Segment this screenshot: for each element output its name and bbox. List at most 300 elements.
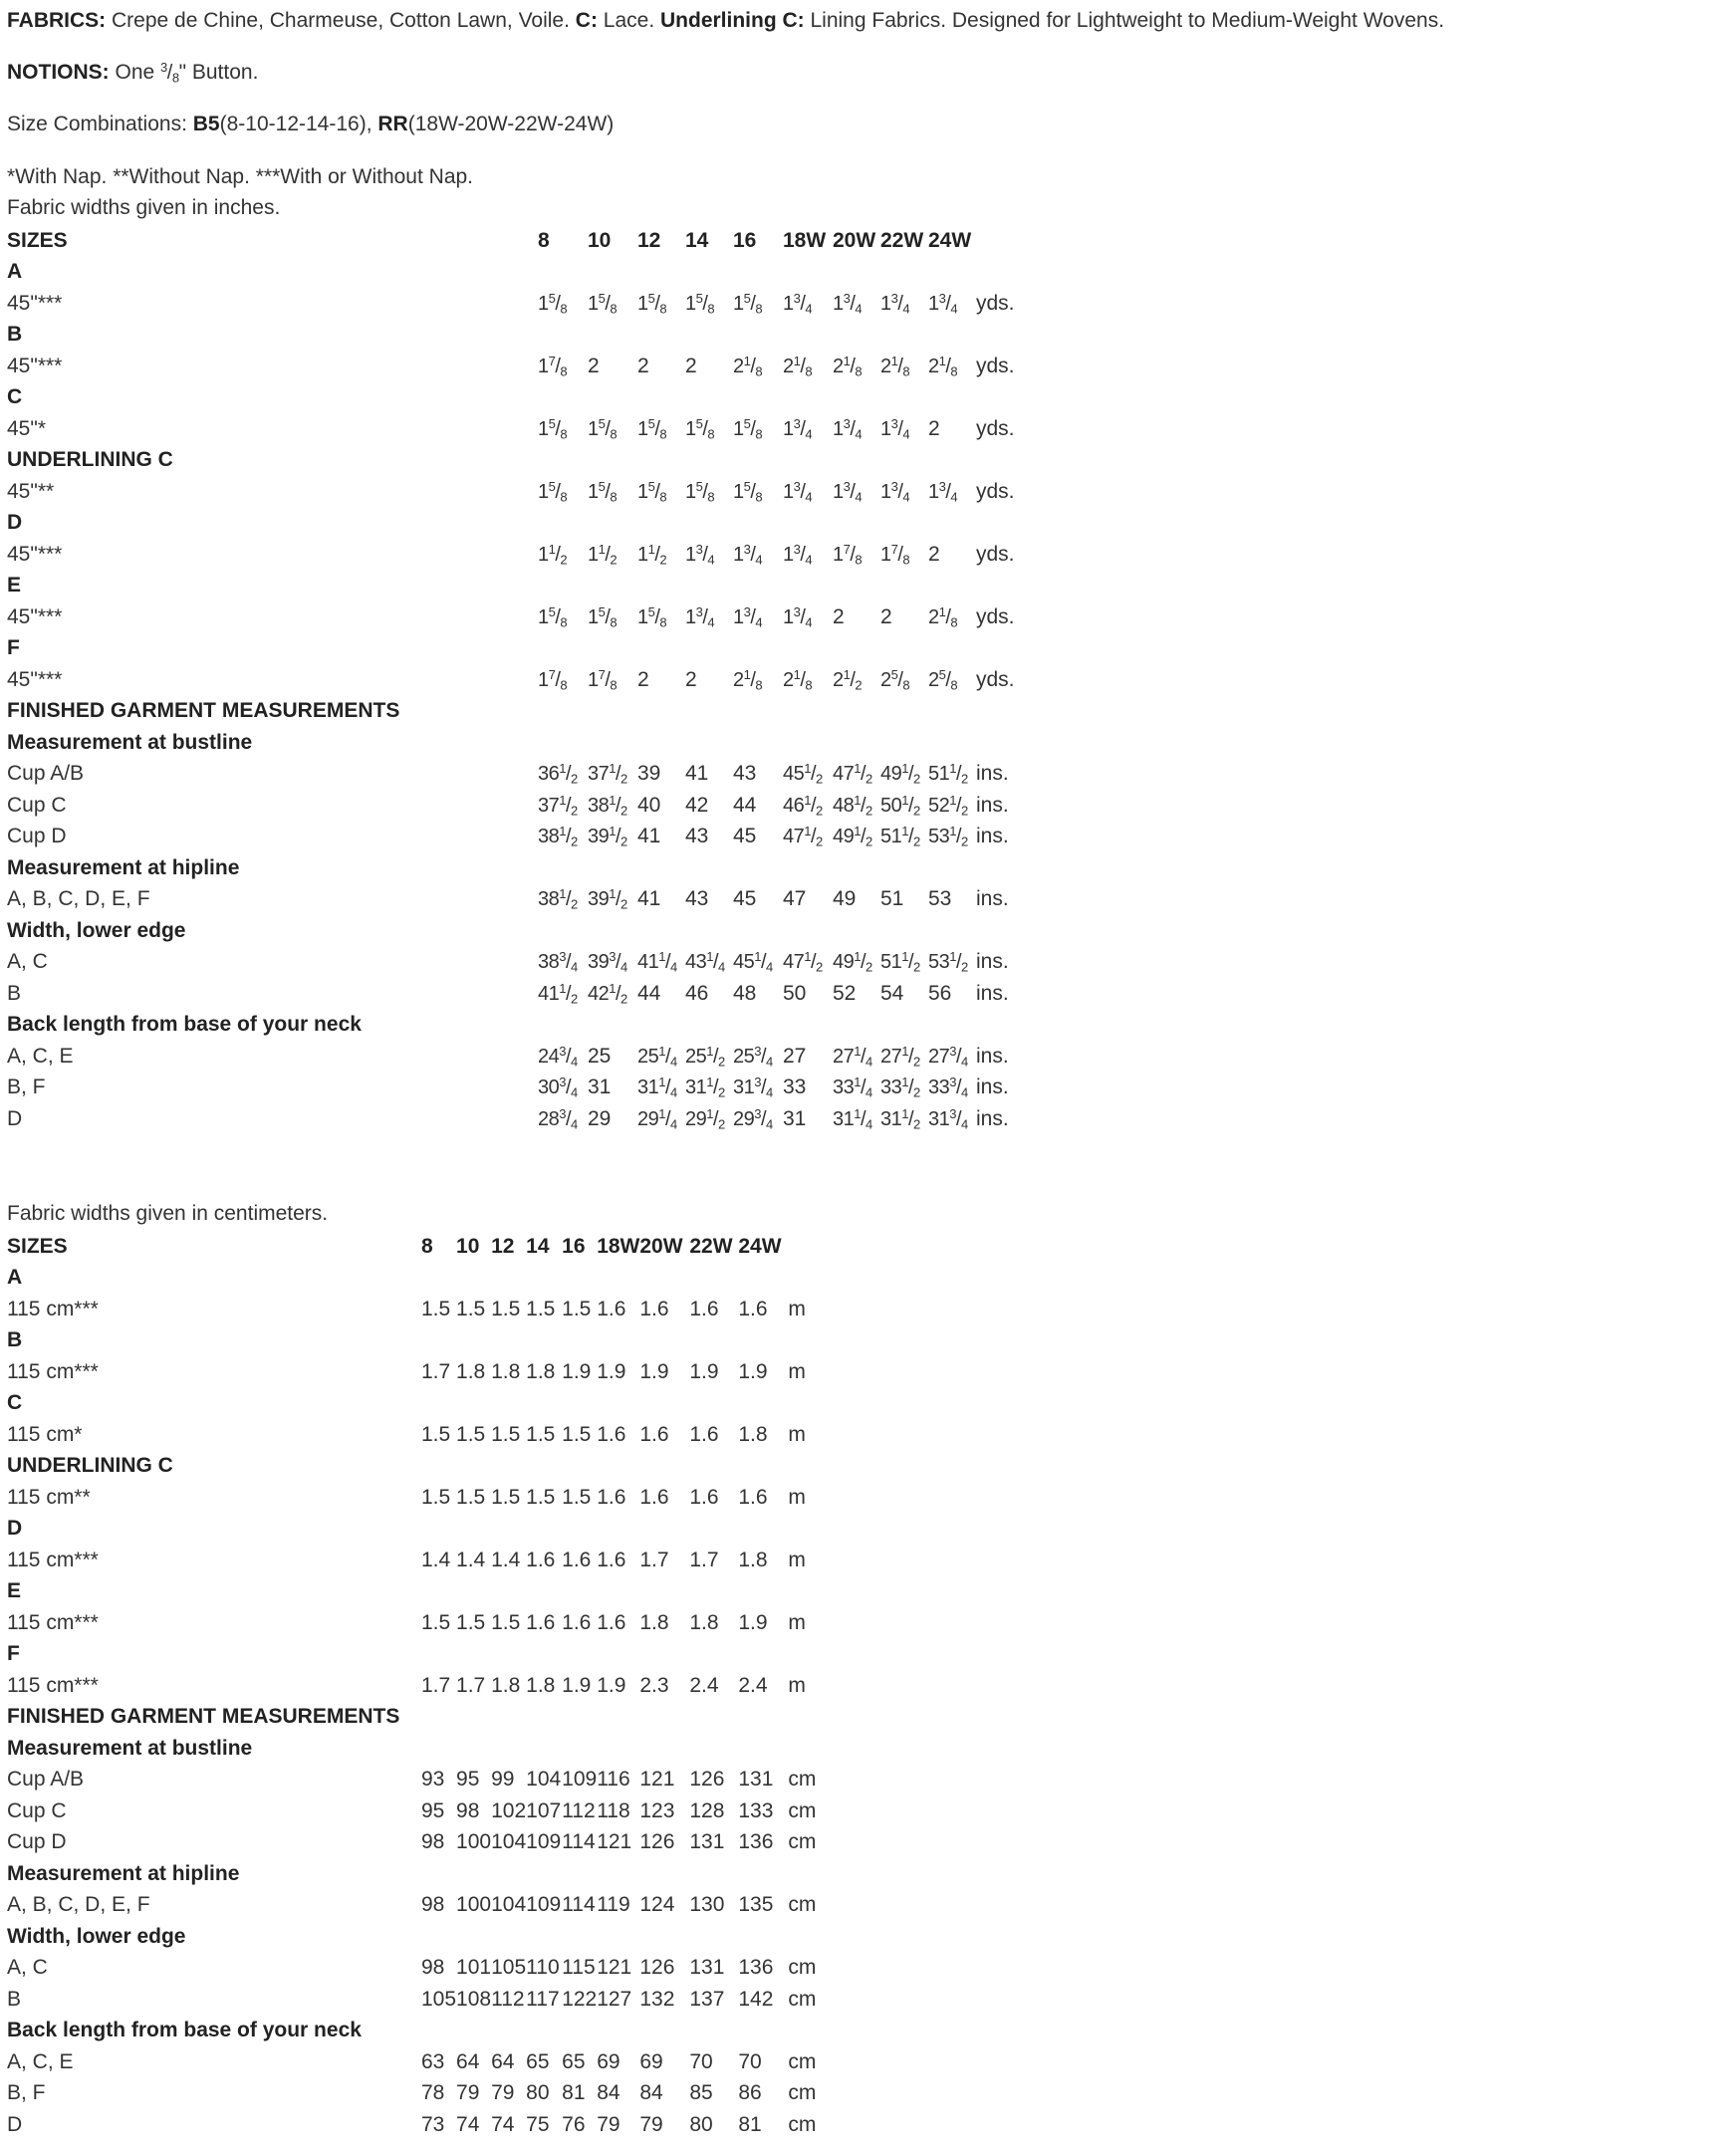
fraction-value: $1^3/_4$ bbox=[783, 290, 813, 316]
size-value-cell: 50 bbox=[783, 981, 807, 1005]
table-row bbox=[7, 1482, 828, 1514]
unit-cell: ins. bbox=[976, 981, 1009, 1005]
size-value-cell: 70 bbox=[689, 2049, 713, 2073]
fraction-value: $27^3/_4$ bbox=[928, 1043, 968, 1069]
size-value-cell bbox=[421, 1639, 456, 1671]
table-heading-row bbox=[7, 1514, 828, 1546]
size-value-cell bbox=[456, 1263, 491, 1295]
size-value-cell bbox=[597, 1451, 639, 1483]
fraction-value: $33^1/_2$ bbox=[880, 1075, 920, 1100]
size-value-cell bbox=[928, 633, 976, 665]
size-value-cell bbox=[526, 2016, 562, 2047]
size-value-cell bbox=[928, 351, 976, 382]
size-value-cell bbox=[783, 1010, 833, 1042]
size-value-cell: 43 bbox=[733, 762, 757, 786]
size-value-cell bbox=[783, 633, 833, 665]
fraction-value: $49^1/_2$ bbox=[833, 824, 872, 849]
size-value-cell bbox=[928, 727, 976, 759]
size-value-cell bbox=[421, 2016, 456, 2047]
size-value-cell: 1.6 bbox=[597, 1485, 626, 1509]
size-value-cell bbox=[689, 1858, 738, 1890]
size-value-cell bbox=[733, 320, 783, 352]
size-value-cell bbox=[588, 539, 637, 571]
size-value-cell: 105 bbox=[491, 1956, 527, 1980]
table-row bbox=[7, 790, 1026, 822]
fabrics-label: FABRICS: bbox=[7, 9, 107, 32]
fraction-value: $49^1/_2$ bbox=[880, 761, 920, 787]
fraction-value: $43^1/_4$ bbox=[685, 949, 725, 975]
size-value-cell bbox=[783, 759, 833, 791]
size-value-cell bbox=[928, 320, 976, 352]
size-value-cell: 29 bbox=[588, 1106, 612, 1130]
table-row bbox=[7, 1545, 828, 1576]
fraction-value: $47^1/_2$ bbox=[783, 949, 823, 975]
row-label: Cup A/B bbox=[7, 1768, 85, 1792]
size-value-cell bbox=[538, 508, 588, 540]
row-label: 115 cm* bbox=[7, 1422, 83, 1446]
size-value-cell bbox=[783, 947, 833, 979]
size-value-cell: 74 bbox=[491, 2112, 515, 2136]
size-value-cell bbox=[783, 790, 833, 822]
size-value-cell: 1.5 bbox=[526, 1297, 556, 1320]
size-value-cell: 41 bbox=[637, 887, 661, 911]
table-heading-row bbox=[7, 508, 1026, 540]
table-heading-row bbox=[7, 1639, 828, 1671]
size-value-cell: 1.6 bbox=[738, 1485, 768, 1509]
table-row bbox=[7, 1103, 1026, 1135]
size-value-cell bbox=[833, 633, 880, 665]
size-value-cell: 49 bbox=[833, 887, 857, 911]
size-value-cell bbox=[880, 1041, 928, 1073]
size-value-cell: 1.9 bbox=[597, 1673, 626, 1697]
unit-cell: yds. bbox=[976, 542, 1015, 566]
table-row bbox=[7, 351, 1026, 382]
size-value-cell: 100 bbox=[456, 1893, 492, 1917]
size-value-cell: 131 bbox=[738, 1768, 774, 1792]
unit-cell bbox=[976, 727, 1026, 759]
size-value-cell: 1.6 bbox=[597, 1297, 626, 1320]
size-value-cell bbox=[738, 1325, 788, 1357]
fraction-value: $2^5/_8$ bbox=[928, 666, 958, 692]
size-value-cell: 1.9 bbox=[738, 1359, 768, 1383]
size-value-cell: 1.9 bbox=[738, 1610, 768, 1634]
size-value-cell bbox=[733, 915, 783, 947]
size-value-cell: 14 bbox=[685, 228, 709, 252]
size-value-cell: 43 bbox=[685, 825, 709, 848]
table-row bbox=[7, 1670, 828, 1702]
size-value-cell: 1.7 bbox=[421, 1359, 451, 1383]
row-label: B bbox=[7, 323, 23, 347]
fraction-value: $1^3/_4$ bbox=[833, 290, 863, 316]
size-value-cell: 27 bbox=[783, 1044, 807, 1068]
fraction-value: $1^5/_8$ bbox=[538, 415, 568, 441]
size-value-cell bbox=[880, 727, 928, 759]
size-value-cell bbox=[880, 664, 928, 696]
fraction-value: $39^1/_2$ bbox=[588, 886, 627, 912]
unit-cell bbox=[788, 1733, 828, 1765]
size-value-cell bbox=[833, 852, 880, 884]
fraction-value: $38^1/_2$ bbox=[538, 824, 578, 849]
size-value-cell: 130 bbox=[689, 1893, 725, 1917]
size-value-cell bbox=[588, 947, 637, 979]
unit-cell bbox=[976, 633, 1026, 665]
size-value-cell bbox=[928, 288, 976, 320]
size-value-cell bbox=[783, 664, 833, 696]
size-value-cell: 1.5 bbox=[491, 1610, 521, 1634]
size-value-cell bbox=[783, 320, 833, 352]
table-row bbox=[7, 1073, 1026, 1104]
row-label: 115 cm*** bbox=[7, 1673, 99, 1697]
size-value-cell bbox=[833, 1073, 880, 1104]
size-value-cell bbox=[685, 947, 733, 979]
size-value-cell: 24W bbox=[928, 228, 972, 252]
size-value-cell bbox=[456, 1514, 491, 1546]
size-value-cell: 22W bbox=[689, 1234, 733, 1258]
row-label: Cup D bbox=[7, 1830, 67, 1854]
size-value-cell bbox=[880, 257, 928, 289]
size-value-cell bbox=[588, 822, 637, 853]
size-value-cell bbox=[833, 915, 880, 947]
size-value-cell: 18W bbox=[597, 1234, 640, 1258]
fraction-value: $27^1/_2$ bbox=[880, 1043, 920, 1069]
fraction-value: $41^1/_4$ bbox=[637, 949, 677, 975]
size-value-cell bbox=[880, 947, 928, 979]
size-value-cell: 142 bbox=[738, 1987, 774, 2011]
size-value-cell: 85 bbox=[689, 2081, 713, 2105]
size-value-cell: 1.5 bbox=[526, 1422, 556, 1446]
size-value-cell bbox=[421, 1263, 456, 1295]
size-value-cell: 100 bbox=[456, 1830, 492, 1854]
size-value-cell bbox=[588, 571, 637, 602]
unit-cell: cm bbox=[788, 2049, 817, 2073]
row-label: Measurement at hipline bbox=[7, 1861, 240, 1885]
size-value-cell bbox=[783, 696, 833, 728]
size-value-cell bbox=[685, 1103, 733, 1135]
size-value-cell: 104 bbox=[526, 1768, 562, 1792]
size-value-cell bbox=[733, 351, 783, 382]
size-value-cell bbox=[562, 1576, 597, 1608]
fraction-value: $1^3/_4$ bbox=[733, 541, 763, 567]
size-value-cell bbox=[733, 571, 783, 602]
fraction-value: $1^3/_4$ bbox=[928, 290, 958, 316]
size-value-cell bbox=[637, 382, 685, 414]
size-value-cell bbox=[685, 1010, 733, 1042]
fraction-value: $25^3/_4$ bbox=[733, 1043, 773, 1069]
unit-cell: yds. bbox=[976, 604, 1015, 628]
size-b5: B5 bbox=[192, 113, 220, 135]
fraction-value: $1^3/_4$ bbox=[928, 478, 958, 504]
size-combinations-label: Size Combinations: bbox=[7, 113, 193, 135]
size-value-cell bbox=[637, 633, 685, 665]
size-value-cell bbox=[783, 382, 833, 414]
size-value-cell bbox=[685, 413, 733, 445]
unit-cell: ins. bbox=[976, 1044, 1009, 1068]
size-value-cell bbox=[562, 1858, 597, 1890]
table-heading-row bbox=[7, 1858, 828, 1890]
size-value-cell: 109 bbox=[526, 1893, 562, 1917]
size-value-cell: 95 bbox=[421, 1798, 445, 1822]
size-value-cell bbox=[637, 539, 685, 571]
size-value-cell bbox=[783, 539, 833, 571]
unit-cell: m bbox=[788, 1422, 806, 1446]
size-value-cell bbox=[456, 1921, 491, 1953]
size-value-cell: 81 bbox=[738, 2112, 762, 2136]
size-value-cell bbox=[588, 664, 637, 696]
unit-cell bbox=[788, 1858, 828, 1890]
size-value-cell bbox=[928, 1073, 976, 1104]
unit-cell bbox=[976, 508, 1026, 540]
unit-cell: ins. bbox=[976, 887, 1009, 911]
size-value-cell bbox=[928, 571, 976, 602]
size-value-cell bbox=[733, 664, 783, 696]
size-value-cell: 1.5 bbox=[456, 1297, 486, 1320]
size-value-cell bbox=[783, 852, 833, 884]
size-value-cell bbox=[639, 1921, 689, 1953]
size-value-cell: 112 bbox=[491, 1987, 525, 2011]
fraction-value: $1^5/_8$ bbox=[637, 603, 667, 629]
size-value-cell: 46 bbox=[685, 981, 709, 1005]
size-value-cell: 101 bbox=[456, 1956, 492, 1980]
fraction-value: $2^1/_8$ bbox=[928, 353, 958, 378]
size-value-cell: 121 bbox=[597, 1956, 632, 1980]
size-value-cell bbox=[833, 1010, 880, 1042]
size-value-cell bbox=[421, 1921, 456, 1953]
size-value-cell: 74 bbox=[456, 2112, 480, 2136]
size-value-cell bbox=[685, 445, 733, 477]
unit-cell: m bbox=[788, 1610, 806, 1634]
size-value-cell: 1.5 bbox=[491, 1485, 521, 1509]
size-value-cell: 80 bbox=[689, 2112, 713, 2136]
size-value-cell: 78 bbox=[421, 2081, 445, 2105]
size-value-cell: 126 bbox=[639, 1956, 675, 1980]
table-row bbox=[7, 476, 1026, 508]
unit-cell bbox=[788, 1576, 828, 1608]
unit-cell: yds. bbox=[976, 354, 1015, 377]
size-value-cell bbox=[880, 633, 928, 665]
fraction-value: $42^1/_2$ bbox=[588, 980, 627, 1006]
size-rr: RR bbox=[377, 113, 408, 135]
size-value-cell bbox=[639, 1325, 689, 1357]
size-value-cell bbox=[491, 1921, 526, 1953]
size-value-cell: 105 bbox=[421, 1987, 457, 2011]
fraction-value: $2^1/_8$ bbox=[733, 666, 763, 692]
size-value-cell bbox=[588, 978, 637, 1010]
size-value-cell bbox=[538, 413, 588, 445]
size-value-cell bbox=[783, 727, 833, 759]
size-value-cell bbox=[526, 1858, 562, 1890]
fraction-value: $52^1/_2$ bbox=[928, 792, 968, 818]
size-value-cell bbox=[733, 852, 783, 884]
size-value-cell bbox=[783, 445, 833, 477]
size-value-cell bbox=[738, 1514, 788, 1546]
fraction-value: $30^3/_4$ bbox=[538, 1075, 578, 1100]
fraction-value: $31^1/_4$ bbox=[637, 1075, 677, 1100]
size-value-cell bbox=[526, 1639, 562, 1671]
size-value-cell bbox=[637, 288, 685, 320]
size-value-cell: 1.8 bbox=[491, 1673, 521, 1697]
size-value-cell bbox=[928, 915, 976, 947]
size-value-cell bbox=[689, 1514, 738, 1546]
fraction-value: $1^3/_4$ bbox=[880, 415, 910, 441]
size-value-cell: 1.8 bbox=[738, 1422, 768, 1446]
table-heading-row bbox=[7, 633, 1026, 665]
size-value-cell bbox=[538, 822, 588, 853]
table-heading-row bbox=[7, 1010, 1026, 1042]
size-value-cell bbox=[526, 1733, 562, 1765]
size-value-cell: 135 bbox=[738, 1893, 774, 1917]
size-value-cell bbox=[833, 351, 880, 382]
size-value-cell: 104 bbox=[491, 1830, 527, 1854]
fraction-value: $2^1/_8$ bbox=[928, 603, 958, 629]
size-value-cell bbox=[588, 759, 637, 791]
size-value-cell: 98 bbox=[421, 1893, 445, 1917]
size-value-cell: 1.6 bbox=[562, 1548, 592, 1571]
size-value-cell bbox=[880, 508, 928, 540]
size-value-cell bbox=[637, 413, 685, 445]
size-value-cell bbox=[588, 601, 637, 633]
size-b5-range: (8-10-12-14-16), bbox=[219, 113, 378, 135]
size-value-cell: 116 bbox=[597, 1768, 630, 1792]
size-value-cell bbox=[733, 633, 783, 665]
size-value-cell: 53 bbox=[928, 887, 952, 911]
size-value-cell: 108 bbox=[456, 1987, 492, 2011]
table-row bbox=[7, 1890, 828, 1922]
row-label: A, B, C, D, E, F bbox=[7, 887, 150, 911]
table-row bbox=[7, 1827, 828, 1859]
size-value-cell bbox=[538, 1073, 588, 1104]
size-value-cell bbox=[562, 1702, 597, 1734]
size-value-cell bbox=[597, 1325, 639, 1357]
size-value-cell: 1.5 bbox=[526, 1485, 556, 1509]
size-value-cell bbox=[588, 852, 637, 884]
size-value-cell: 132 bbox=[639, 1987, 675, 2011]
size-value-cell: 2 bbox=[685, 354, 697, 377]
size-value-cell: 1.6 bbox=[738, 1297, 768, 1320]
size-value-cell: 1.6 bbox=[689, 1297, 719, 1320]
size-value-cell bbox=[421, 1702, 456, 1734]
unit-cell bbox=[788, 1325, 828, 1357]
size-value-cell: 79 bbox=[597, 2112, 620, 2136]
fraction-value: $39^3/_4$ bbox=[588, 949, 627, 975]
size-value-cell bbox=[880, 759, 928, 791]
unit-cell bbox=[976, 571, 1026, 602]
size-value-cell bbox=[526, 1325, 562, 1357]
unit-cell bbox=[976, 1010, 1026, 1042]
size-value-cell bbox=[783, 508, 833, 540]
size-value-cell: 102 bbox=[491, 1798, 527, 1822]
size-value-cell bbox=[637, 852, 685, 884]
size-value-cell bbox=[738, 1576, 788, 1608]
size-value-cell bbox=[491, 2016, 526, 2047]
fabrics-text-1: Crepe de Chine, Charmeuse, Cotton Lawn, Voile. bbox=[106, 9, 576, 32]
size-value-cell bbox=[738, 1921, 788, 1953]
size-value-cell bbox=[538, 351, 588, 382]
row-label: B, F bbox=[7, 1076, 46, 1099]
size-value-cell bbox=[562, 1733, 597, 1765]
size-value-cell: 65 bbox=[526, 2049, 550, 2073]
size-combinations-line bbox=[7, 110, 614, 139]
size-value-cell bbox=[597, 1733, 639, 1765]
size-value-cell: 99 bbox=[491, 1768, 515, 1792]
size-value-cell: 137 bbox=[689, 1987, 725, 2011]
size-value-cell: 75 bbox=[526, 2112, 550, 2136]
size-value-cell bbox=[928, 508, 976, 540]
row-label: A bbox=[7, 260, 23, 284]
size-value-cell: 65 bbox=[562, 2049, 586, 2073]
size-value-cell bbox=[588, 633, 637, 665]
notions-fraction: $^3/_8$ bbox=[160, 59, 179, 86]
row-label: UNDERLINING C bbox=[7, 1454, 173, 1478]
fraction-value: $38^1/_2$ bbox=[588, 792, 627, 818]
size-value-cell bbox=[538, 915, 588, 947]
size-value-cell bbox=[491, 1263, 526, 1295]
size-value-cell: 1.6 bbox=[689, 1422, 719, 1446]
unit-cell: cm bbox=[788, 2081, 817, 2105]
table-heading-row bbox=[7, 1231, 828, 1263]
unit-cell bbox=[788, 1263, 828, 1295]
size-value-cell: 1.5 bbox=[456, 1610, 486, 1634]
size-value-cell bbox=[833, 790, 880, 822]
row-label: B bbox=[7, 1328, 23, 1352]
table-row bbox=[7, 539, 1026, 571]
size-value-cell: 1.6 bbox=[597, 1548, 626, 1571]
size-value-cell bbox=[880, 351, 928, 382]
size-value-cell: 2.4 bbox=[689, 1673, 719, 1697]
table-row bbox=[7, 1356, 828, 1388]
size-value-cell bbox=[783, 476, 833, 508]
size-value-cell: 136 bbox=[738, 1830, 774, 1854]
size-value-cell bbox=[588, 790, 637, 822]
size-value-cell bbox=[491, 1388, 526, 1420]
table-heading-row bbox=[7, 2016, 828, 2047]
size-value-cell bbox=[833, 445, 880, 477]
size-value-cell bbox=[588, 508, 637, 540]
size-value-cell bbox=[562, 2016, 597, 2047]
size-value-cell: 56 bbox=[928, 981, 952, 1005]
fraction-value: $1^5/_8$ bbox=[588, 415, 618, 441]
unit-cell: cm bbox=[788, 1830, 817, 1854]
fraction-value: $45^1/_4$ bbox=[733, 949, 773, 975]
size-value-cell: 48 bbox=[733, 981, 757, 1005]
size-value-cell bbox=[733, 1103, 783, 1135]
size-value-cell bbox=[588, 884, 637, 916]
size-value-cell: 54 bbox=[880, 981, 904, 1005]
size-value-cell: 44 bbox=[733, 793, 757, 817]
size-value-cell: 1.5 bbox=[456, 1422, 486, 1446]
table-row bbox=[7, 2046, 828, 2078]
size-value-cell: 16 bbox=[733, 228, 757, 252]
row-label: Cup A/B bbox=[7, 762, 85, 786]
size-value-cell bbox=[526, 1702, 562, 1734]
size-value-cell bbox=[538, 1041, 588, 1073]
table-heading-row bbox=[7, 571, 1026, 602]
table-row bbox=[7, 1041, 1026, 1073]
size-value-cell: 33 bbox=[783, 1076, 807, 1099]
row-label: A, C, E bbox=[7, 1044, 74, 1068]
unit-cell bbox=[788, 1702, 828, 1734]
size-value-cell: 12 bbox=[491, 1234, 515, 1258]
size-value-cell bbox=[588, 915, 637, 947]
size-value-cell: 41 bbox=[685, 762, 709, 786]
size-value-cell bbox=[733, 288, 783, 320]
fraction-value: $1^1/_2$ bbox=[637, 541, 667, 567]
size-value-cell: 31 bbox=[588, 1076, 612, 1099]
size-value-cell bbox=[421, 1325, 456, 1357]
size-value-cell bbox=[456, 1639, 491, 1671]
size-value-cell bbox=[880, 1103, 928, 1135]
size-value-cell bbox=[639, 1733, 689, 1765]
fraction-value: $2^1/_8$ bbox=[783, 353, 813, 378]
